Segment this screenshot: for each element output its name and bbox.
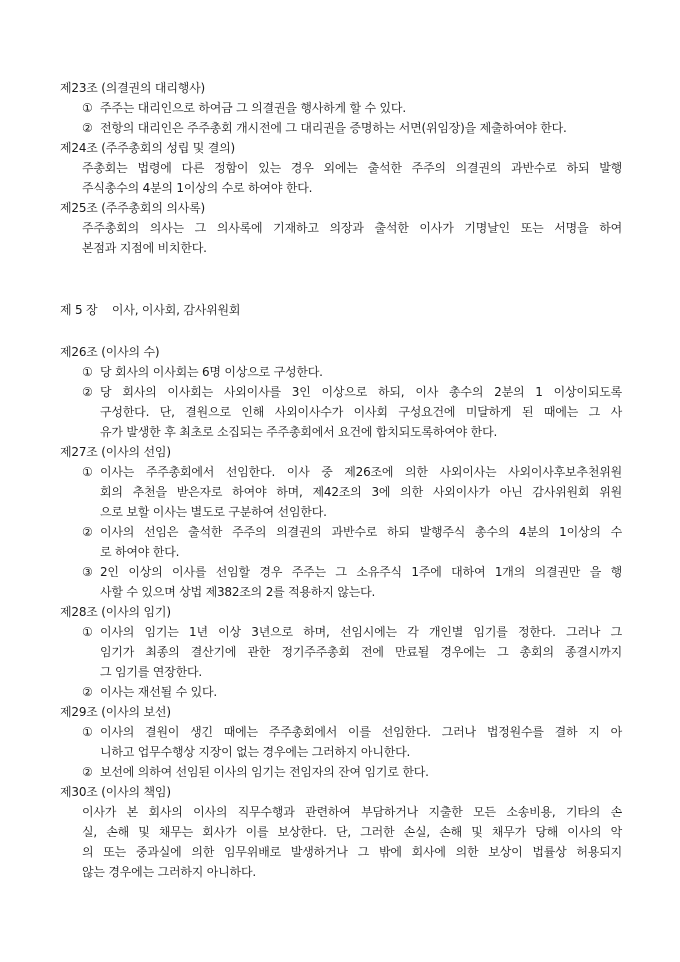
article-27-item-1-line-3: 으로 보할 이사는 별도로 구분하여 선임한다. <box>100 505 327 519</box>
item-number: ② <box>82 385 93 399</box>
article-27-item-2-line-1: 이사의 선임은 출석한 주주의 의결권의 과반수로 하되 발행주식 총수의 4분의 1이상의 수 <box>100 525 622 539</box>
article-27-item-2 <box>82 524 100 540</box>
item-text: 주주는 대리인으로 하여금 그 의결권을 행사하게 할 수 있다. <box>100 101 406 115</box>
article-27-item-1-line-2: 회의 추천을 받은자로 하여야 하며, 제42조의 3에 의한 사외이사가 아닌 감사위원회 위원 <box>100 485 622 499</box>
article-26-item-2-line-1: 당 회사의 이사회는 사외이사를 3인 이상으로 하되, 이사 총수의 2분의 1 이상이되도록 <box>100 385 622 399</box>
article-28-item-1-line-1: 이사의 임기는 1년 이상 3년으로 하며, 선임시에는 각 개인별 임기를 정한다. 그러나 그 <box>100 625 622 639</box>
item-number: ① <box>82 101 93 115</box>
item-number: ② <box>82 525 93 539</box>
article-26-item-2-line-2: 구성한다. 단, 결원으로 인해 사외이사수가 이사회 구성요건에 미달하게 된 때에는 그 사 <box>100 405 622 419</box>
article-30-line-4: 않는 경우에는 그러하지 아니하다. <box>82 865 256 879</box>
article-23-item-2 <box>82 120 567 136</box>
item-text: 이사는 재선될 수 있다. <box>100 685 217 699</box>
article-27-item-3-line-2: 사할 수 있으며 상법 제382조의 2를 적용하지 않는다. <box>100 585 376 599</box>
article-27-item-3 <box>82 564 100 580</box>
article-26-heading: 제26조 (이사의 수) <box>60 345 160 359</box>
chapter-5-heading: 제 5 장 이사, 이사회, 감사위원회 <box>60 303 241 317</box>
article-27-heading: 제27조 (이사의 선임) <box>60 445 171 459</box>
article-27-item-2-line-2: 로 하여야 한다. <box>100 545 180 559</box>
article-24-line-2: 주식총수의 4분의 1이상의 수로 하여야 한다. <box>82 181 313 195</box>
article-26-item-2-line-3: 유가 발생한 후 최초로 소집되는 주주총회에서 요건에 합치되도록하여야 한다. <box>100 425 498 439</box>
article-30-line-1: 이사가 본 회사의 이사의 직무수행과 관련하여 부담하거나 지출한 모든 소송비용, 기타의 손 <box>82 805 622 819</box>
item-number: ① <box>82 465 93 479</box>
item-number: ② <box>82 765 93 779</box>
article-29-item-1-line-2: 니하고 업무수행상 지장이 없는 경우에는 그러하지 아니한다. <box>100 745 411 759</box>
item-number: ② <box>82 121 93 135</box>
article-27-item-3-line-1: 2인 이상의 이사를 선임할 경우 주주는 그 소유주식 1주에 대하여 1개의 의결권만 을 행 <box>100 565 622 579</box>
article-25-line-2: 본점과 지점에 비치한다. <box>82 241 207 255</box>
article-28-item-1 <box>82 624 100 640</box>
article-25-line-1: 주주총회의 의사는 그 의사록에 기재하고 의장과 출석한 이사가 기명날인 또는 서명을 하여 <box>82 221 622 235</box>
article-26-item-2 <box>82 384 100 400</box>
article-28-item-1-line-3: 그 임기를 연장한다. <box>100 665 202 679</box>
item-number: ① <box>82 365 93 379</box>
item-number: ① <box>82 725 93 739</box>
article-30-heading: 제30조 (이사의 책임) <box>60 785 171 799</box>
article-29-item-1 <box>82 724 100 740</box>
item-number: ① <box>82 625 93 639</box>
item-number: ③ <box>82 565 93 579</box>
article-30-line-2: 실, 손해 및 채무는 회사가 이를 보상한다. 단, 그러한 손실, 손해 및 채무가 당해 이사의 악 <box>82 825 622 839</box>
article-27-item-1-line-1: 이사는 주주총회에서 선임한다. 이사 중 제26조에 의한 사외이사는 사외이사후보추천위원 <box>100 465 622 479</box>
article-29-heading: 제29조 (이사의 보선) <box>60 705 171 719</box>
item-text: 당 회사의 이사회는 6명 이상으로 구성한다. <box>100 365 323 379</box>
item-text: 보선에 의하여 선임된 이사의 임기는 전임자의 잔여 임기로 한다. <box>100 765 429 779</box>
article-25-heading: 제25조 (주주총회의 의사록) <box>60 201 205 215</box>
article-28-item-2 <box>82 684 217 700</box>
article-29-item-2 <box>82 764 429 780</box>
item-text: 전항의 대리인은 주주총회 개시전에 그 대리권을 증명하는 서면(위임장)을 제출하여야 한다. <box>100 121 567 135</box>
article-23-heading: 제23조 (의결권의 대리행사) <box>60 81 205 95</box>
article-28-item-1-line-2: 임기가 최종의 결산기에 관한 정기주주총회 전에 만료될 경우에는 그 총회의 종결시까지 <box>100 645 622 659</box>
article-29-item-1-line-1: 이사의 결원이 생긴 때에는 주주총회에서 이를 선임한다. 그러나 법정원수를 결하 지 아 <box>100 725 622 739</box>
article-30-line-3: 의 또는 중과실에 의한 임무위배로 발생하거나 그 밖에 회사에 의한 보상이 법률상 허용되지 <box>82 845 622 859</box>
article-27-item-1 <box>82 464 100 480</box>
article-28-heading: 제28조 (이사의 임기) <box>60 605 171 619</box>
article-24-line-1: 주총회는 법령에 다른 정함이 있는 경우 외에는 출석한 주주의 의결권의 과반수로 하되 발행 <box>82 161 622 175</box>
article-24-heading: 제24조 (주주총회의 성립 및 결의) <box>60 141 235 155</box>
article-23-item-1 <box>82 100 406 116</box>
article-26-item-1 <box>82 364 323 380</box>
item-number: ② <box>82 685 93 699</box>
